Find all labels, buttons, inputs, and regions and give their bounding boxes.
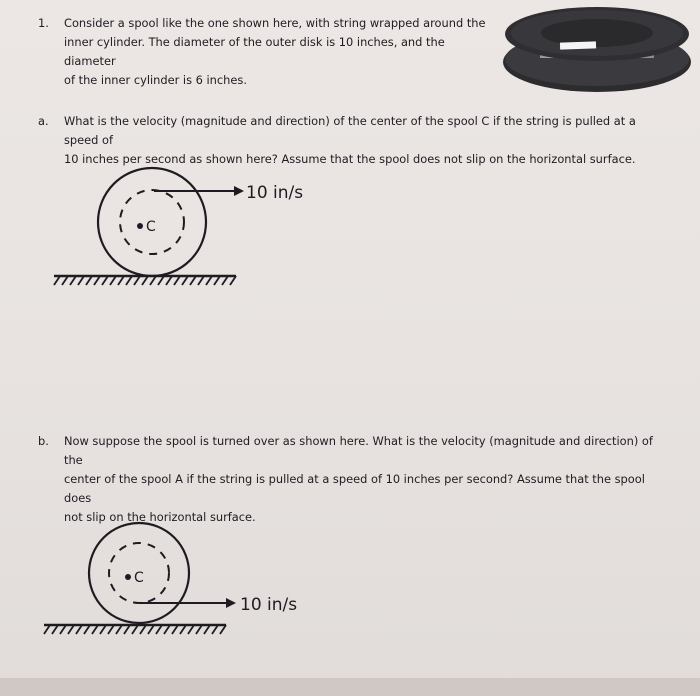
question-number: a. [38, 114, 49, 128]
hatch-mark [86, 276, 92, 285]
hatch-mark [102, 276, 108, 285]
hatch-mark [212, 625, 218, 634]
hatch-mark [164, 625, 170, 634]
hatch-mark [134, 276, 140, 285]
ground-hatching [54, 276, 236, 285]
center-dot [125, 574, 131, 580]
question-text-line: center of the spool A if the string is pulled at a speed of 10 inches per second? Assume that the spool does [64, 472, 645, 505]
hatch-mark [190, 276, 196, 285]
question-text-line: Now suppose the spool is turned over as shown here. What is the velocity (magnitude and direction) of the [64, 434, 653, 467]
hatch-mark [118, 276, 124, 285]
question-text-line: 10 inches per second as shown here? Assume that the spool does not slip on the horizontal surface. [64, 152, 636, 166]
hatch-mark [84, 625, 90, 634]
question-text-line: not slip on the horizontal surface. [64, 510, 256, 524]
hatch-mark [52, 625, 58, 634]
hatch-mark [206, 276, 212, 285]
table-surface [0, 678, 700, 696]
spool-diagram-b [30, 510, 330, 650]
hatch-mark [204, 625, 210, 634]
hatch-mark [44, 625, 50, 634]
hatch-mark [156, 625, 162, 634]
hatch-mark [108, 625, 114, 634]
hatch-mark [132, 625, 138, 634]
hatch-mark [124, 625, 130, 634]
hatch-mark [148, 625, 154, 634]
hatch-mark [100, 625, 106, 634]
hatch-mark [116, 625, 122, 634]
hatch-mark [198, 276, 204, 285]
center-label: C [134, 570, 144, 586]
hatch-mark [54, 276, 60, 285]
spool-diagram-a [40, 160, 340, 300]
hatch-mark [126, 276, 132, 285]
hatch-mark [142, 276, 148, 285]
speed-label: 10 in/s [240, 595, 298, 615]
question-text-line: of the inner cylinder is 6 inches. [64, 73, 247, 87]
hatch-mark [70, 276, 76, 285]
hatch-mark [220, 625, 226, 634]
hatch-mark [214, 276, 220, 285]
question-text-line: What is the velocity (magnitude and direction) of the center of the spool C if the string is pulled at a speed of [64, 114, 636, 147]
hatch-mark [196, 625, 202, 634]
hatch-mark [166, 276, 172, 285]
hatch-mark [188, 625, 194, 634]
hatch-mark [60, 625, 66, 634]
hatch-mark [76, 625, 82, 634]
hatch-mark [62, 276, 68, 285]
hatch-mark [78, 276, 84, 285]
center-dot [137, 223, 143, 229]
hatch-mark [68, 625, 74, 634]
hatch-mark [182, 276, 188, 285]
center-label: C [146, 219, 156, 235]
ground-hatching [44, 625, 226, 634]
arrowhead [234, 186, 244, 196]
hatch-mark [222, 276, 228, 285]
question-text-line: Consider a spool like the one shown here, with string wrapped around the [64, 16, 486, 30]
hatch-mark [230, 276, 236, 285]
hatch-mark [92, 625, 98, 634]
question-1 [38, 14, 494, 90]
hatch-mark [180, 625, 186, 634]
spool-photo [502, 4, 692, 94]
hatch-mark [110, 276, 116, 285]
question-number: 1. [38, 16, 49, 30]
speed-label: 10 in/s [246, 183, 304, 203]
hatch-mark [150, 276, 156, 285]
question-text-line: inner cylinder. The diameter of the outer disk is 10 inches, and the diameter [64, 35, 445, 68]
question-number: b. [38, 434, 49, 448]
hatch-mark [94, 276, 100, 285]
hatch-mark [158, 276, 164, 285]
arrowhead [226, 598, 236, 608]
hatch-mark [174, 276, 180, 285]
hatch-mark [140, 625, 146, 634]
hatch-mark [172, 625, 178, 634]
